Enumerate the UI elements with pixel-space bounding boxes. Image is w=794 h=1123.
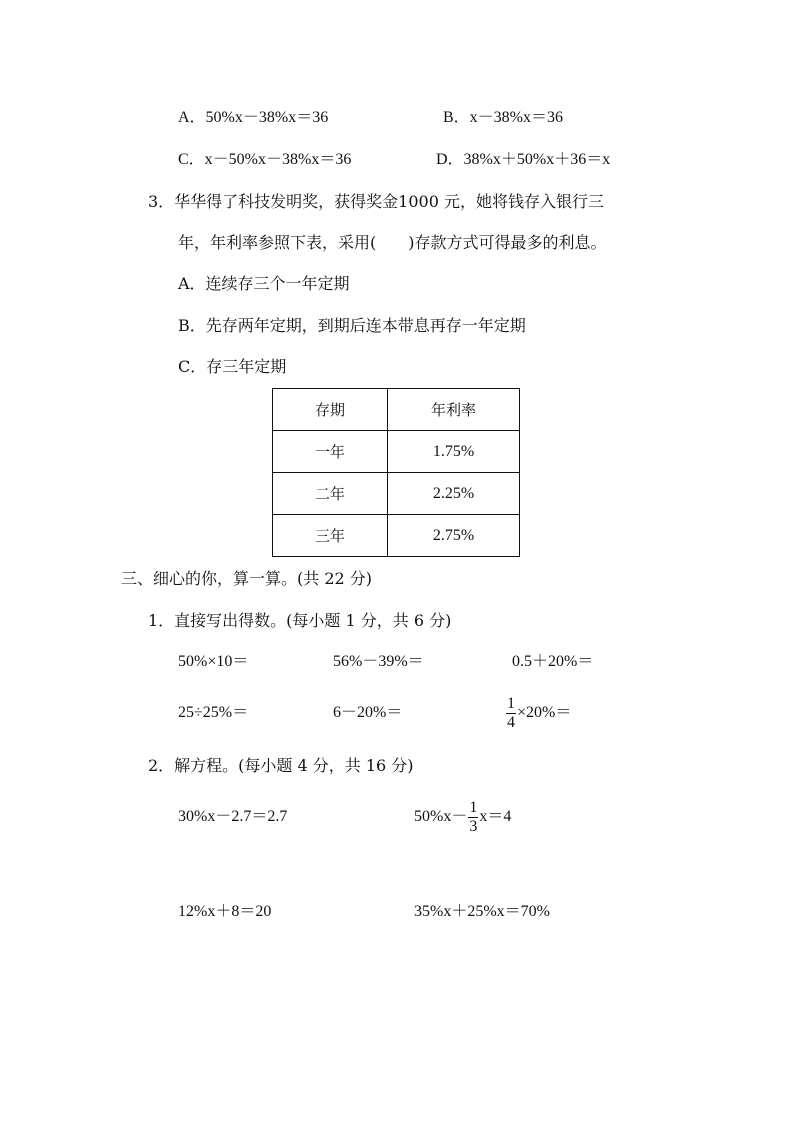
table-row: [273, 473, 520, 515]
mental-calc-6: $\frac{1}{4}$ ×20%＝: [507, 694, 572, 731]
q3-line1: 3．华华得了科技发明奖，获得奖金1000 元，她将钱存入银行三: [148, 192, 604, 211]
mental-calc-5: 6－20%＝: [333, 704, 403, 721]
equation-1: 30%x－2.7＝2.7: [178, 808, 288, 825]
header-rate: 年利率: [388, 389, 520, 431]
equation-2: 50%x－ $\frac{1}{3}$ x＝4: [414, 798, 512, 835]
interest-rate-table: [272, 388, 520, 557]
option-c-q3: C．存三年定期: [178, 357, 287, 376]
part2-title: 2．解方程。(每小题 4 分，共 16 分): [148, 756, 414, 775]
table-row: [273, 515, 520, 557]
option-a-q2: A．50%x－38%x＝36: [178, 109, 329, 126]
option-a-q3: A．连续存三个一年定期: [178, 274, 350, 293]
option-b-q2: B．x－38%x＝36: [443, 109, 564, 126]
mental-calc-4: 25÷25%＝: [178, 704, 249, 721]
option-c-q2: C．x－50%x－38%x＝36: [178, 151, 352, 168]
equation-4: 35%x＋25%x＝70%: [414, 903, 550, 920]
term-cell: 二年: [273, 473, 388, 515]
part1-title: 1．直接写出得数。(每小题 1 分，共 6 分): [148, 611, 452, 630]
rate-cell: 1.75%: [388, 431, 520, 473]
q3-line2: 年，年利率参照下表，采用( )存款方式可得最多的利息。: [178, 233, 607, 252]
section3-title: 三、细心的你，算一算。(共 22 分): [121, 569, 373, 588]
table-row: [273, 431, 520, 473]
mental-calc-3: 0.5＋20%＝: [512, 653, 594, 670]
rate-cell: 2.75%: [388, 515, 520, 557]
header-term: 存期: [273, 389, 388, 431]
fraction-one-quarter: $\frac{1}{4}$: [507, 694, 515, 731]
mental-calc-2: 56%－39%＝: [333, 653, 424, 670]
option-d-q2: D．38%x＋50%x＋36＝x: [436, 151, 611, 168]
rate-cell: 2.25%: [388, 473, 520, 515]
option-b-q3: B．先存两年定期，到期后连本带息再存一年定期: [178, 316, 526, 335]
table-header-row: [273, 389, 520, 431]
mental-calc-1: 50%×10＝: [178, 653, 249, 670]
term-cell: 一年: [273, 431, 388, 473]
term-cell: 三年: [273, 515, 388, 557]
equation-3: 12%x＋8＝20: [178, 903, 272, 920]
fraction-one-third: $\frac{1}{3}$: [469, 798, 478, 835]
